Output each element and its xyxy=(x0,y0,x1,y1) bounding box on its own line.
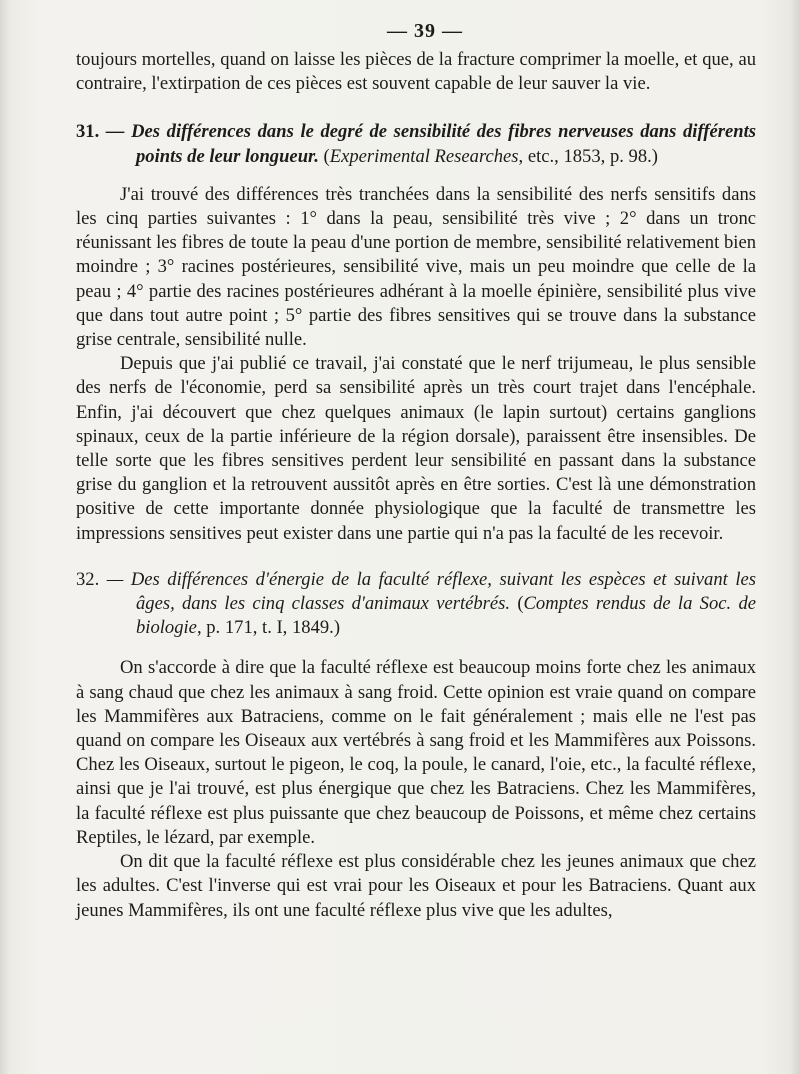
section-31-paragraph-2: Depuis que j'ai publié ce travail, j'ai constaté que le nerf trijumeau, le plus sensible des nerfs de l'économie, perd sa sensibilité après un très court trajet dans l'encéphale. Enfin, j'ai découvert que chez quelques animaux (le lapin surtout) certains ganglions spinaux, ceux de la partie inférieure de la région dorsale), paraissent être insensibles. De telle sorte que les fibres sensitives perdent leur sensibilité en passant dans la substance grise du ganglion et la retrouvent aussitôt après en être sorties. C'est là une démonstration positive de cette importante donnée physiologique que la faculté de transmettre les impressions sensitives peut exister dans une partie qui n'a pas la faculté de les recevoir. xyxy=(76,353,756,544)
page-content xyxy=(76,14,756,923)
section-32-heading xyxy=(76,568,756,641)
intro-paragraph: toujours mortelles, quand on laisse les pièces de la fracture comprimer la moelle, et que, au contraire, l'extirpation de ces pièces est souvent capable de leur sauver la vie. xyxy=(76,49,756,95)
section-32-paragraph-2: On dit que la faculté réflexe est plus considérable chez les jeunes animaux que chez les adultes. C'est l'inverse qui est vrai pour les Oiseaux et pour les Batraciens. Quant aux jeunes Mammifères, ils ont une faculté réflexe plus vive que les adultes, xyxy=(76,851,756,921)
section-32-citation-rest: , p. 171, t. I, 1849.) xyxy=(196,617,341,639)
section-31-citation-work: Experimental Researches xyxy=(329,145,519,167)
section-31-citation-rest: , etc., 1853, p. 98.) xyxy=(518,145,658,167)
section-32-number: 32. xyxy=(76,568,100,590)
section-32-title: — Des différences d'énergie de la faculté réflexe, suivant les espèces et suivant les âges, dans les cinq classes d'animaux vertébrés. xyxy=(106,568,756,615)
section-31-citation xyxy=(319,146,658,167)
section-31-number: 31. xyxy=(76,121,100,143)
section-31-title: — Des différences dans le degré de sensibilité des fibres nerveuses dans différents points de leur longueur. xyxy=(105,121,756,167)
section-31-heading xyxy=(76,120,756,168)
section-31-citation-open: ( xyxy=(318,145,330,167)
section-32-citation-open: ( xyxy=(510,593,524,615)
section-31-paragraph-1: J'ai trouvé des différences très tranchées dans la sensibilité des nerfs sensitifs dans les cinq parties suivantes : 1° dans la peau, sensibilité très vive ; 2° dans un tronc réunissant les fibres de toute la peau d'une portion de membre, sensibilité relativement bien moindre ; 3° racines postérieures, sensibilité vive, mais un peu moindre que celle de la peau ; 4° partie des racines postérieures adhérant à la moelle épinière, sensibilité plus vive que dans tout autre point ; 5° partie des fibres sensitives qui se trouve dans la substance grise centrale, sensibilité nulle. xyxy=(76,183,756,351)
page-number: — 39 — xyxy=(387,20,463,42)
section-32-citation-work: Comptes rendus de la Soc. de biologie xyxy=(136,593,757,639)
section-32-paragraph-1: On s'accorde à dire que la faculté réflexe est beaucoup moins forte chez les animaux à sang chaud que chez les animaux à sang froid. Cette opinion est vraie quand on compare les Mammifères aux Batraciens, comme on le fait généralement ; mais elle ne l'est pas quand on compare les Oiseaux aux vertébrés à sang froid et les Mammifères aux Poissons. Chez les Oiseaux, surtout le pigeon, le coq, la poule, le canard, l'oie, etc., la faculté réflexe, ainsi que je l'ai trouvé, est plus énergique que chez les Batraciens. Chez les Mammifères, la faculté réflexe est plus puissante que chez beaucoup de Poissons, et même chez certains Reptiles, le lézard, par exemple. xyxy=(76,657,756,848)
